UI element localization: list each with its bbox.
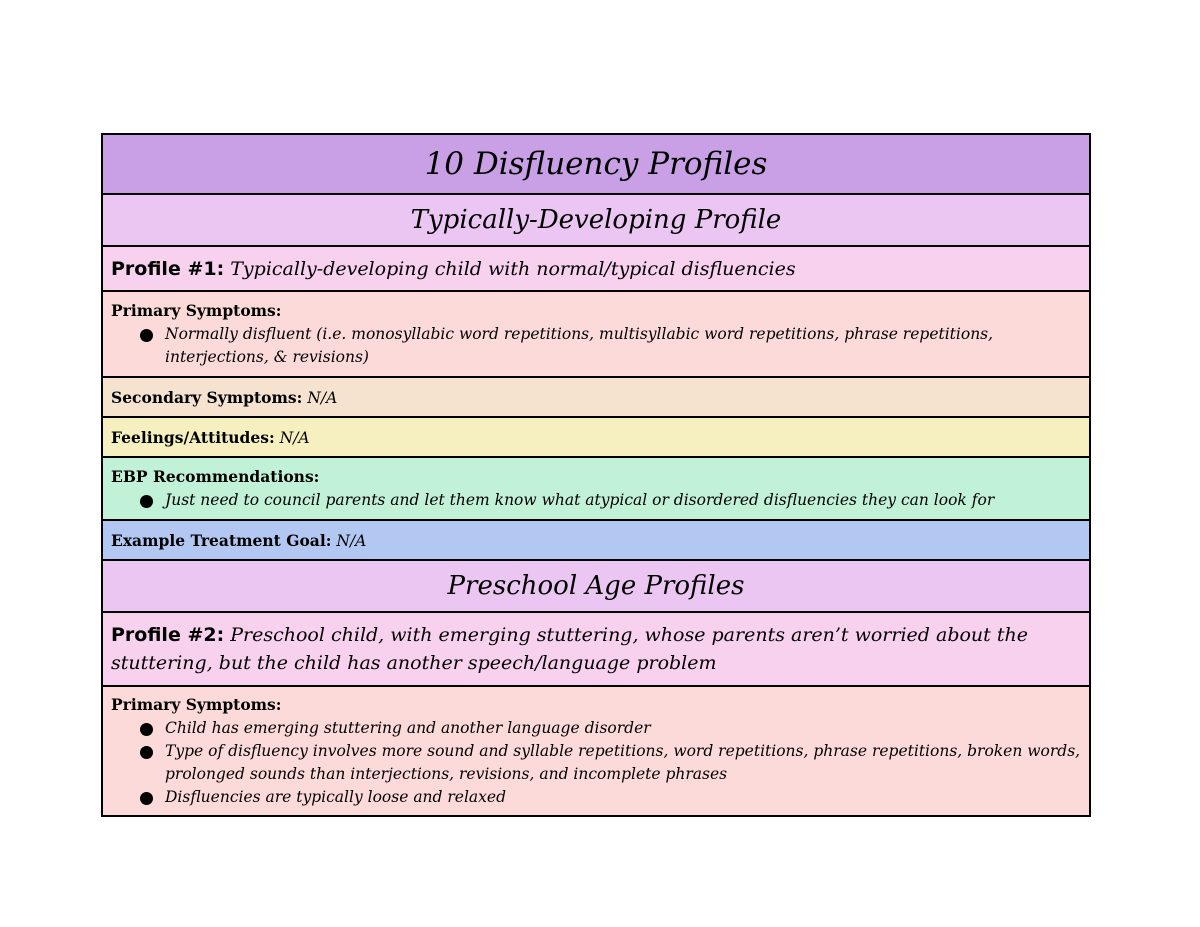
list-item: Type of disfluency involves more sound and syllable repetitions, word repetitions, phrase repetitions, broken words, prolonged sounds than interjections, revisions, and incomplete phrases: [165, 740, 1081, 786]
profile-1-primary-symptoms-row: [103, 292, 1089, 378]
section-heading-preschool: Preschool Age Profiles: [447, 571, 745, 601]
profile-1-treatment-goal-row: [103, 521, 1089, 561]
profile-2-colon: :: [216, 624, 225, 646]
primary-symptoms-label: Primary Symptoms:: [111, 695, 282, 714]
profile-1-secondary-symptoms-row: [103, 378, 1089, 418]
feelings-attitudes-label: Feelings/Attitudes:: [111, 427, 275, 447]
profile-2-row: [103, 613, 1089, 687]
profile-1-label: Profile #1: [111, 257, 217, 280]
list-item: Disfluencies are typically loose and relaxed: [165, 786, 1081, 809]
secondary-symptoms-value: N/A: [307, 388, 338, 407]
list-item: Normally disfluent (i.e. monosyllabic word repetitions, multisyllabic word repetitions, phrase repetitions, interjections, & revisions): [165, 323, 1081, 369]
profile-1-ebp-row: [103, 458, 1089, 521]
section-heading-typical: Typically-Developing Profile: [410, 205, 782, 235]
section-heading-typical-row: [103, 195, 1089, 247]
ebp-recommendations-label: EBP Recommendations:: [111, 467, 320, 486]
profile-1-colon: :: [216, 257, 225, 280]
feelings-attitudes-value: N/A: [279, 428, 310, 447]
ebp-recommendations-list: [111, 489, 1081, 512]
table-title-row: [103, 135, 1089, 195]
primary-symptoms-list: [111, 717, 1081, 809]
primary-symptoms-list: [111, 323, 1081, 369]
section-heading-preschool-row: [103, 561, 1089, 613]
secondary-symptoms-label: Secondary Symptoms:: [111, 387, 303, 407]
profiles-table: [101, 133, 1091, 817]
profile-2-description: Preschool child, with emerging stuttering, whose parents aren’t worried about the stuttering, but the child has another speech/language problem: [111, 624, 1028, 674]
profile-1-row: [103, 247, 1089, 292]
list-item: Child has emerging stuttering and another language disorder: [165, 717, 1081, 740]
treatment-goal-label: Example Treatment Goal:: [111, 530, 332, 550]
primary-symptoms-label: Primary Symptoms:: [111, 301, 282, 320]
profile-2-primary-symptoms-row: [103, 687, 1089, 815]
profile-1-feelings-row: [103, 418, 1089, 458]
table-title: 10 Disfluency Profiles: [424, 146, 768, 182]
list-item: Just need to council parents and let them know what atypical or disordered disfluencies they can look for: [165, 489, 1081, 512]
treatment-goal-value: N/A: [336, 531, 367, 550]
profile-2-label: Profile #2: [111, 624, 217, 646]
profile-1-description: Typically-developing child with normal/typical disfluencies: [230, 257, 796, 280]
